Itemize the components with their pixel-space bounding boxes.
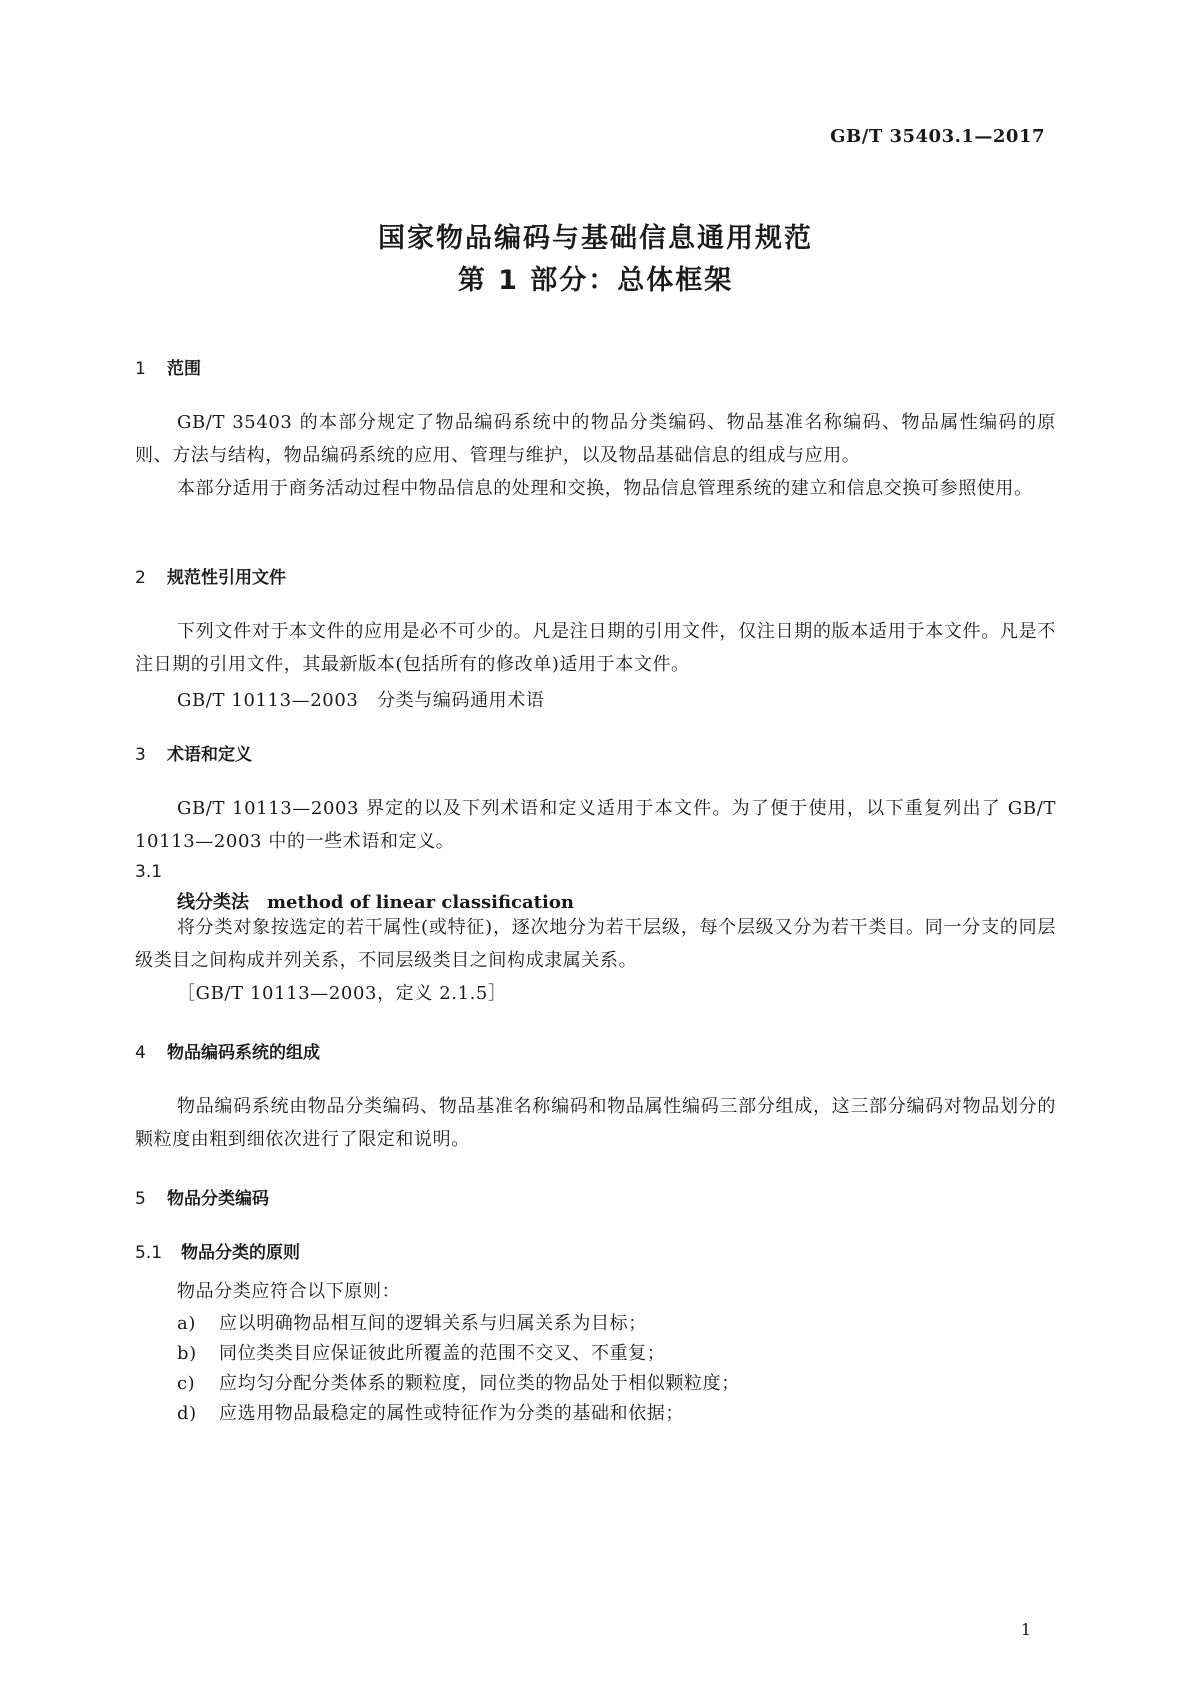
list-marker: d) [177, 1403, 197, 1424]
principles-intro: 物品分类应符合以下原则： [177, 1281, 401, 1302]
section-number: 2 [135, 568, 146, 588]
term-chinese: 线分类法 [177, 892, 249, 913]
list-marker: a) [177, 1313, 196, 1334]
list-marker: c) [177, 1373, 196, 1394]
section-5-heading [135, 1184, 269, 1209]
list-text: 应选用物品最稳定的属性或特征作为分类的基础和依据； [219, 1403, 684, 1424]
section-title: 物品编码系统的组成 [167, 1043, 320, 1063]
section-3-paragraph-1: GB/T 10113—2003 界定的以及下列术语和定义适用于本文件。为了便于使用，以下重复列出了 GB/T 10113—2003 中的一些术语和定义。 [135, 798, 1056, 852]
section-1-paragraph-1: GB/T 35403 的本部分规定了物品编码系统中的物品分类编码、物品基准名称编码、物品属性编码的原则、方法与结构，物品编码系统的应用、管理与维护，以及物品基础信息的组成与应用。 [135, 412, 1056, 466]
section-number: 5.1 [135, 1243, 163, 1263]
term-english: method of linear classification [267, 892, 574, 913]
list-text: 同位类类目应保证彼此所覆盖的范围不交叉、不重复； [219, 1343, 666, 1364]
section-title: 规范性引用文件 [167, 568, 286, 588]
list-marker: b) [177, 1343, 197, 1364]
section-2-heading [135, 563, 286, 588]
term-source: ［GB/T 10113—2003，定义 2.1.5］ [177, 983, 507, 1004]
section-number: 3 [135, 745, 146, 765]
section-title: 范围 [167, 359, 201, 379]
list-text: 应均匀分配分类体系的颗粒度，同位类的物品处于相似颗粒度； [219, 1373, 740, 1394]
section-3-heading [135, 740, 252, 765]
document-title-line1: 国家物品编码与基础信息通用规范 [378, 223, 813, 254]
term-definition: 将分类对象按选定的若干属性(或特征)，逐次地分为若干层级，每个层级又分为若干类目。同一分支的同层级类目之间构成并列关系，不同层级类目之间构成隶属关系。 [135, 917, 1056, 971]
section-1-paragraph-2: 本部分适用于商务活动过程中物品信息的处理和交换，物品信息管理系统的建立和信息交换可参照使用。 [177, 478, 1033, 499]
section-5-1-heading [135, 1238, 300, 1263]
section-1-heading [135, 354, 201, 379]
normative-reference: GB/T 10113—2003 分类与编码通用术语 [177, 690, 545, 711]
section-4-paragraph-1: 物品编码系统由物品分类编码、物品基准名称编码和物品属性编码三部分组成，这三部分编码对物品划分的颗粒度由粗到细依次进行了限定和说明。 [135, 1096, 1056, 1150]
section-title: 术语和定义 [167, 745, 252, 765]
list-item [177, 1339, 665, 1365]
standard-code: GB/T 35403.1—2017 [830, 126, 1045, 147]
list-text: 应以明确物品相互间的逻辑关系与归属关系为目标； [219, 1313, 647, 1334]
section-number: 4 [135, 1043, 146, 1063]
term-number: 3.1 [135, 862, 163, 882]
section-2-paragraph-1: 下列文件对于本文件的应用是必不可少的。凡是注日期的引用文件，仅注日期的版本适用于本文件。凡是不注日期的引用文件，其最新版本(包括所有的修改单)适用于本文件。 [135, 621, 1056, 675]
document-title-line2: 第 1 部分：总体框架 [457, 265, 734, 296]
section-number: 1 [135, 359, 146, 379]
section-number: 5 [135, 1189, 146, 1209]
section-title: 物品分类的原则 [181, 1243, 300, 1263]
list-item [177, 1399, 684, 1425]
list-item [177, 1369, 740, 1395]
section-title: 物品分类编码 [167, 1189, 269, 1209]
section-4-heading [135, 1038, 320, 1063]
page-number: 1 [1020, 1620, 1031, 1639]
list-item [177, 1309, 647, 1335]
